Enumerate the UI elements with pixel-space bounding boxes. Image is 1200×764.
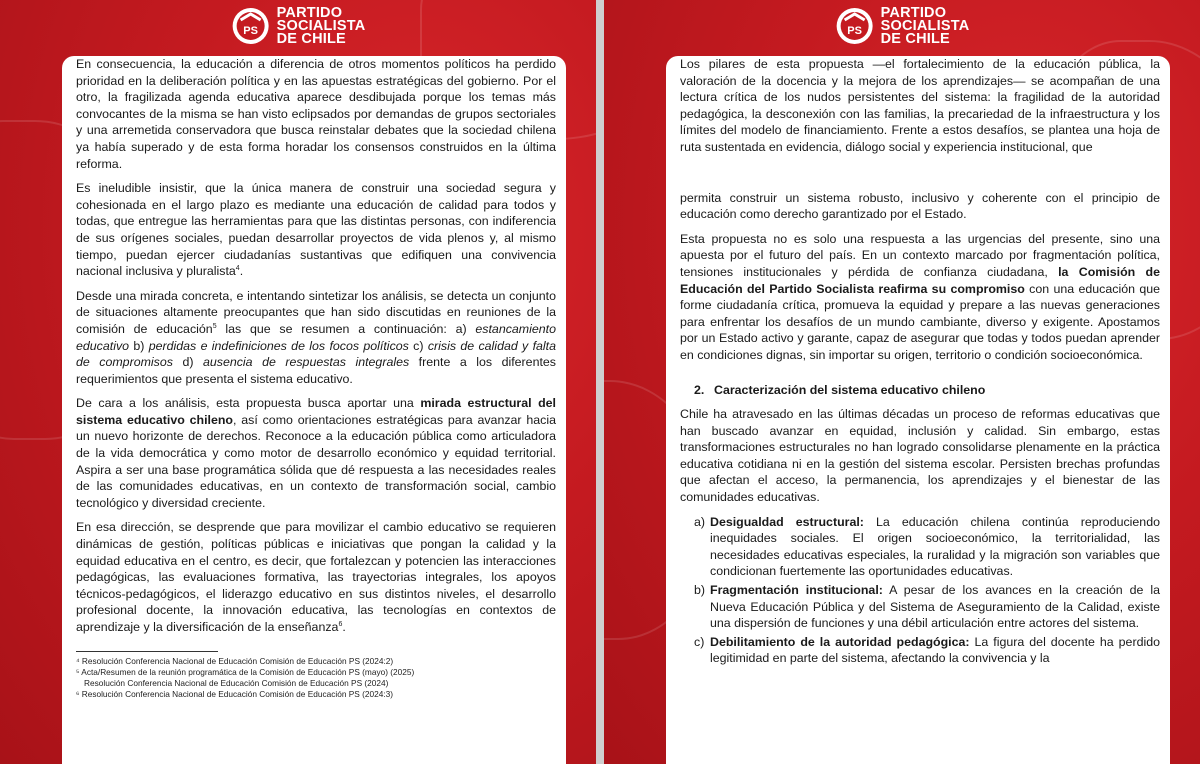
svg-text:PS: PS [847,25,862,37]
logo-line: PARTIDO [276,4,343,21]
footnote: ⁶ Resolución Conferencia Nacional de Educación Comisión de Educación PS (2024:3) [76,689,394,699]
paragraph: Los pilares de esta propuesta —el fortalecimiento de la educación pública, la valoración de la docencia y la mejora de los aprendizajes— se acompañan de una lectura crítica de los nudos persistentes del sistema: la fragilidad de la autoridad pedagógica, la desconexión con las familias, la precariedad de la infraestructura y los límites del modelo de financiamiento. Frente a estos desafíos, se plantea una hoja de ruta sustentada en evidencia, diálogo social y experiencia institucional, que [680,57,1160,154]
logo-line: PARTIDO [880,4,947,21]
party-logo [231,4,366,48]
logo-line: DE CHILE [276,30,346,47]
logo-line: SOCIALISTA [276,17,366,34]
page-sheet [62,56,566,764]
footnote: ⁴ Resolución Conferencia Nacional de Educación Comisión de Educación PS (2024:2) [76,656,394,666]
paragraph: permita construir un sistema robusto, inclusivo y coherente con el principio de educación como derecho garantizado por el Estado. [680,190,1160,222]
list-item: b) Fragmentación institucional: A pesar de los avances en la creación de la Nueva Educación Pública y del Sistema de Aseguramiento de la Calidad, existe una dispersión de funciones y una débil articulación entre actores del sistema. [694,583,1160,631]
footnote-divider [76,651,218,652]
footnote-ref: 5 [212,322,217,330]
ps-logo-icon [835,6,875,46]
paragraph: En esa dirección, se desprende que para movilizar el cambio educativo se requieren dinámicas de gestión, políticas públicas e iniciativas que pongan la calidad y la equidad educativa en el centro, es decir, que fortalezcan y potencien las interacciones pedagógicas, las evaluaciones formativa, las trayectorias integrales, los apoyos técnicos-pedagógicos, el liderazgo educativo en sus distintos niveles, el desarrollo profesional docente, la innovación educativa, las tecnologías en contextos de aprendizaje y la diversificación de la enseñanza$^6$. [76,520,556,634]
paragraph: De cara a los análisis, esta propuesta busca aportar una mirada estructural del sistema educativo chileno, así como orientaciones estratégicas para avanzar hacia un nuevo horizonte de derechos. Reconoce a la educación pública como articuladora de la vida democrática y como motor de desarrollo económico y equidad territorial. Aspira a ser una base programática sólida que dé respuesta a las necesidades reales de las comunidades educativas, en un contexto de transformación social, cambio tecnológico y diversidad creciente. [76,396,556,510]
document-page-right [604,0,1200,764]
list-item: a) Desigualdad estructural: La educación chilena continúa reproduciendo inequidades sociales. El origen socioeconómico, la territorialidad, las necesidades educativas especiales, la ruralidad y la migración son variables que condicionan fuertemente las oportunidades educativas. [694,514,1160,579]
body-text [76,56,556,644]
document-page-left [0,0,596,764]
logo-line: SOCIALISTA [880,17,970,34]
paragraph: Chile ha atravesado en las últimas décadas un proceso de reformas educativas que han buscado avanzar en equidad, inclusión y calidad. Sin embargo, estas transformaciones estructurales no han logrado consolidarse plenamente en la práctica educativa cotidiana ni en la gestión del sistema escolar. Persisten brechas profundas que afectan el acceso, la permanencia, los aprendizajes y el bienestar de las comunidades educativas. [680,407,1160,505]
party-logo [835,4,970,48]
footnote: Resolución Conferencia Nacional de Educación Comisión de Educación PS (2024) [84,678,389,688]
page-gutter [596,0,604,764]
paragraph: Desde una mirada concreta, e intentando sintetizar los análisis, se detecta un conjunto de situaciones altamente preocupantes que han sido discutidas en reuniones de la comisión de educación$^5$ las que se resumen a continuación: a) estancamiento educativo b) perdidas e indefiniciones de los focos políticos c) crisis de calidad y falta de compromisos d) ausencia de respuestas integrales frente a los diferentes requerimientos que presenta el sistema educativo. [76,288,556,386]
footnotes [76,656,414,700]
section-heading: 2. Caracterización del sistema educativo chileno [694,382,986,397]
logo-wordmark [880,4,970,47]
logo-line: DE CHILE [880,30,950,47]
paragraph: Esta propuesta no es solo una respuesta a las urgencias del presente, sino una apuesta por el futuro del país. En un contexto marcado por fragmentación política, tensiones institucionales y pérdida de confianza ciudadana, la Comisión de Educación del Partido Socialista reafirma su compromiso con una educación que forme ciudadanía crítica, promueva la equidad y prepare a las nuevas generaciones para enfrentar los desafíos de un mundo cambiante, diverso y exigente. Apostamos por un Estado activo y garante, capaz de asegurar que todas y todos puedan aprender en condiciones dignas, sin importar su origen, territorio o condición socioeconómica. [680,231,1161,362]
svg-text:PS: PS [243,25,258,37]
footnote-ref: 4 [235,265,240,272]
paragraph: En consecuencia, la educación a diferencia de otros momentos políticos ha perdido prioridad en la deliberación política y en las apuestas estratégicas del gobierno. Por el otro, la fragilizada agenda educativa aparece desdibujada porque los temas más convocantes de la misma se han visto eclipsados por demandas de grupos sectoriales y una arremetida conservadora que busca reinstalar debates que la sociedad chilena ya había superado y de esta forma horadar los consensos construidos en la última reforma. [76,57,556,171]
logo-wordmark [276,4,366,47]
paragraph: Es ineludible insistir, que la única manera de construir una sociedad segura y cohesionada en el largo plazo es mediante una educación de calidad para todos y todas, que entregue las herramientas para que las distintas personas, con indiferencia de sus orígenes sociales, puedan desarrollar proyectos de vida plenos y, al mismo tiempo, puedan ejercer ciudadanías sustantivas que edifiquen una convivencia nacional inclusiva y pluralista$^4$. [76,181,556,279]
page-break-space [680,164,1160,190]
page-sheet [666,56,1170,764]
list-item: c) Debilitamiento de la autoridad pedagógica: La figura del docente ha perdido legitimidad en parte del sistema, afectando la convivencia y la [694,634,1160,666]
footnote: ⁵ Acta/Resumen de la reunión programática de la Comisión de Educación PS (mayo) (2025) [76,667,415,677]
ps-logo-icon [231,6,271,46]
footnote-ref: 6 [338,620,343,628]
body-text [680,56,1160,669]
